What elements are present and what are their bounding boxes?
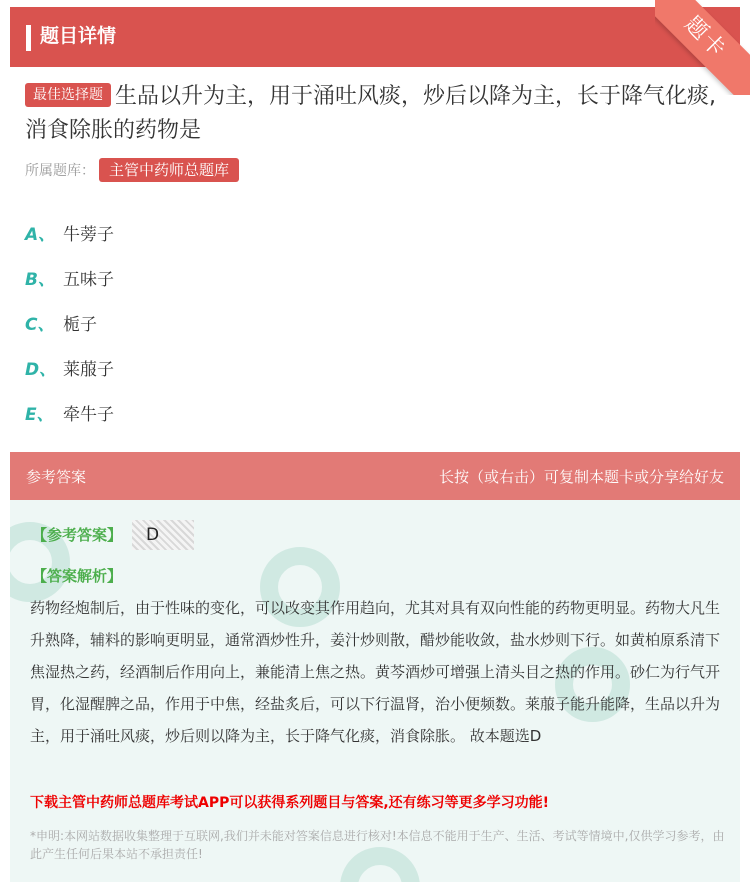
title-accent-bar — [26, 25, 31, 51]
option-letter: D、 — [25, 360, 57, 380]
option-e[interactable] — [25, 390, 114, 435]
option-letter: E、 — [25, 405, 54, 425]
option-c[interactable] — [25, 300, 114, 345]
option-text: 栀子 — [63, 315, 97, 335]
share-hint: 长按（或右击）可复制本题卡或分享给好友 — [438, 467, 724, 486]
answer-section-title: 参考答案 — [26, 467, 87, 486]
question-type-badge: 最佳选择题 — [25, 83, 111, 107]
option-letter: A、 — [25, 225, 56, 245]
question-stem — [25, 80, 725, 148]
page-title: 题目详情 — [40, 25, 117, 47]
option-d[interactable] — [25, 345, 114, 390]
question-text: 生品以升为主，用于涌吐风痰，炒后以降为主，长于降气化痰,消食除胀的药物是 — [25, 84, 716, 143]
explanation-label: 【答案解析】 — [32, 567, 123, 585]
option-text: 五味子 — [63, 270, 114, 290]
answer-section — [10, 452, 740, 882]
option-text: 牛蒡子 — [63, 225, 114, 245]
answer-label: 【参考答案】 — [32, 526, 123, 544]
ribbon-label: 题卡 — [655, 0, 750, 95]
options-list — [25, 210, 114, 435]
answer-header — [10, 452, 740, 500]
option-text: 莱菔子 — [63, 360, 114, 380]
option-a[interactable] — [25, 210, 114, 255]
option-letter: C、 — [25, 315, 55, 335]
app-download-link[interactable]: 下载主管中药师总题库考试APP可以获得系列题目与答案,还有练习等更多学习功能! — [30, 795, 550, 811]
option-b[interactable] — [25, 255, 114, 300]
question-bank — [25, 158, 239, 183]
bank-label: 所属题库： — [25, 163, 95, 179]
explanation-text: 药物经炮制后，由于性味的变化，可以改变其作用趋向，尤其对具有双向性能的药物更明显。药物大凡生升熟降，辅料的影响更明显，通常酒炒性升，姜汁炒则散，醋炒能收敛，盐水炒则下行。如黄柏原系清下焦湿热之药，经酒制后作用向上，兼能清上焦之热。黄芩酒炒可增强上清头目之热的作用。砂仁为行气开胃，化湿醒脾之品，作用于中焦，经盐炙后，可以下行温肾，治小便频数。莱菔子能升能降，生品以升为主，用于涌吐风痰，炒后则以降为主，长于降气化痰，消食除胀。 故本题选D — [30, 599, 721, 745]
option-text: 牵牛子 — [63, 405, 114, 425]
header-bar — [10, 7, 740, 67]
option-letter: B、 — [25, 270, 55, 290]
answer-value: D — [132, 520, 194, 550]
disclaimer-text: *申明:本网站数据收集整理于互联网,我们并未能对答案信息进行核对!本信息不能用于生产、生活、考试等情境中,仅供学习参考，由此产生任何后果本站不承担责任! — [30, 829, 725, 861]
bank-link[interactable]: 主管中药师总题库 — [99, 158, 239, 182]
